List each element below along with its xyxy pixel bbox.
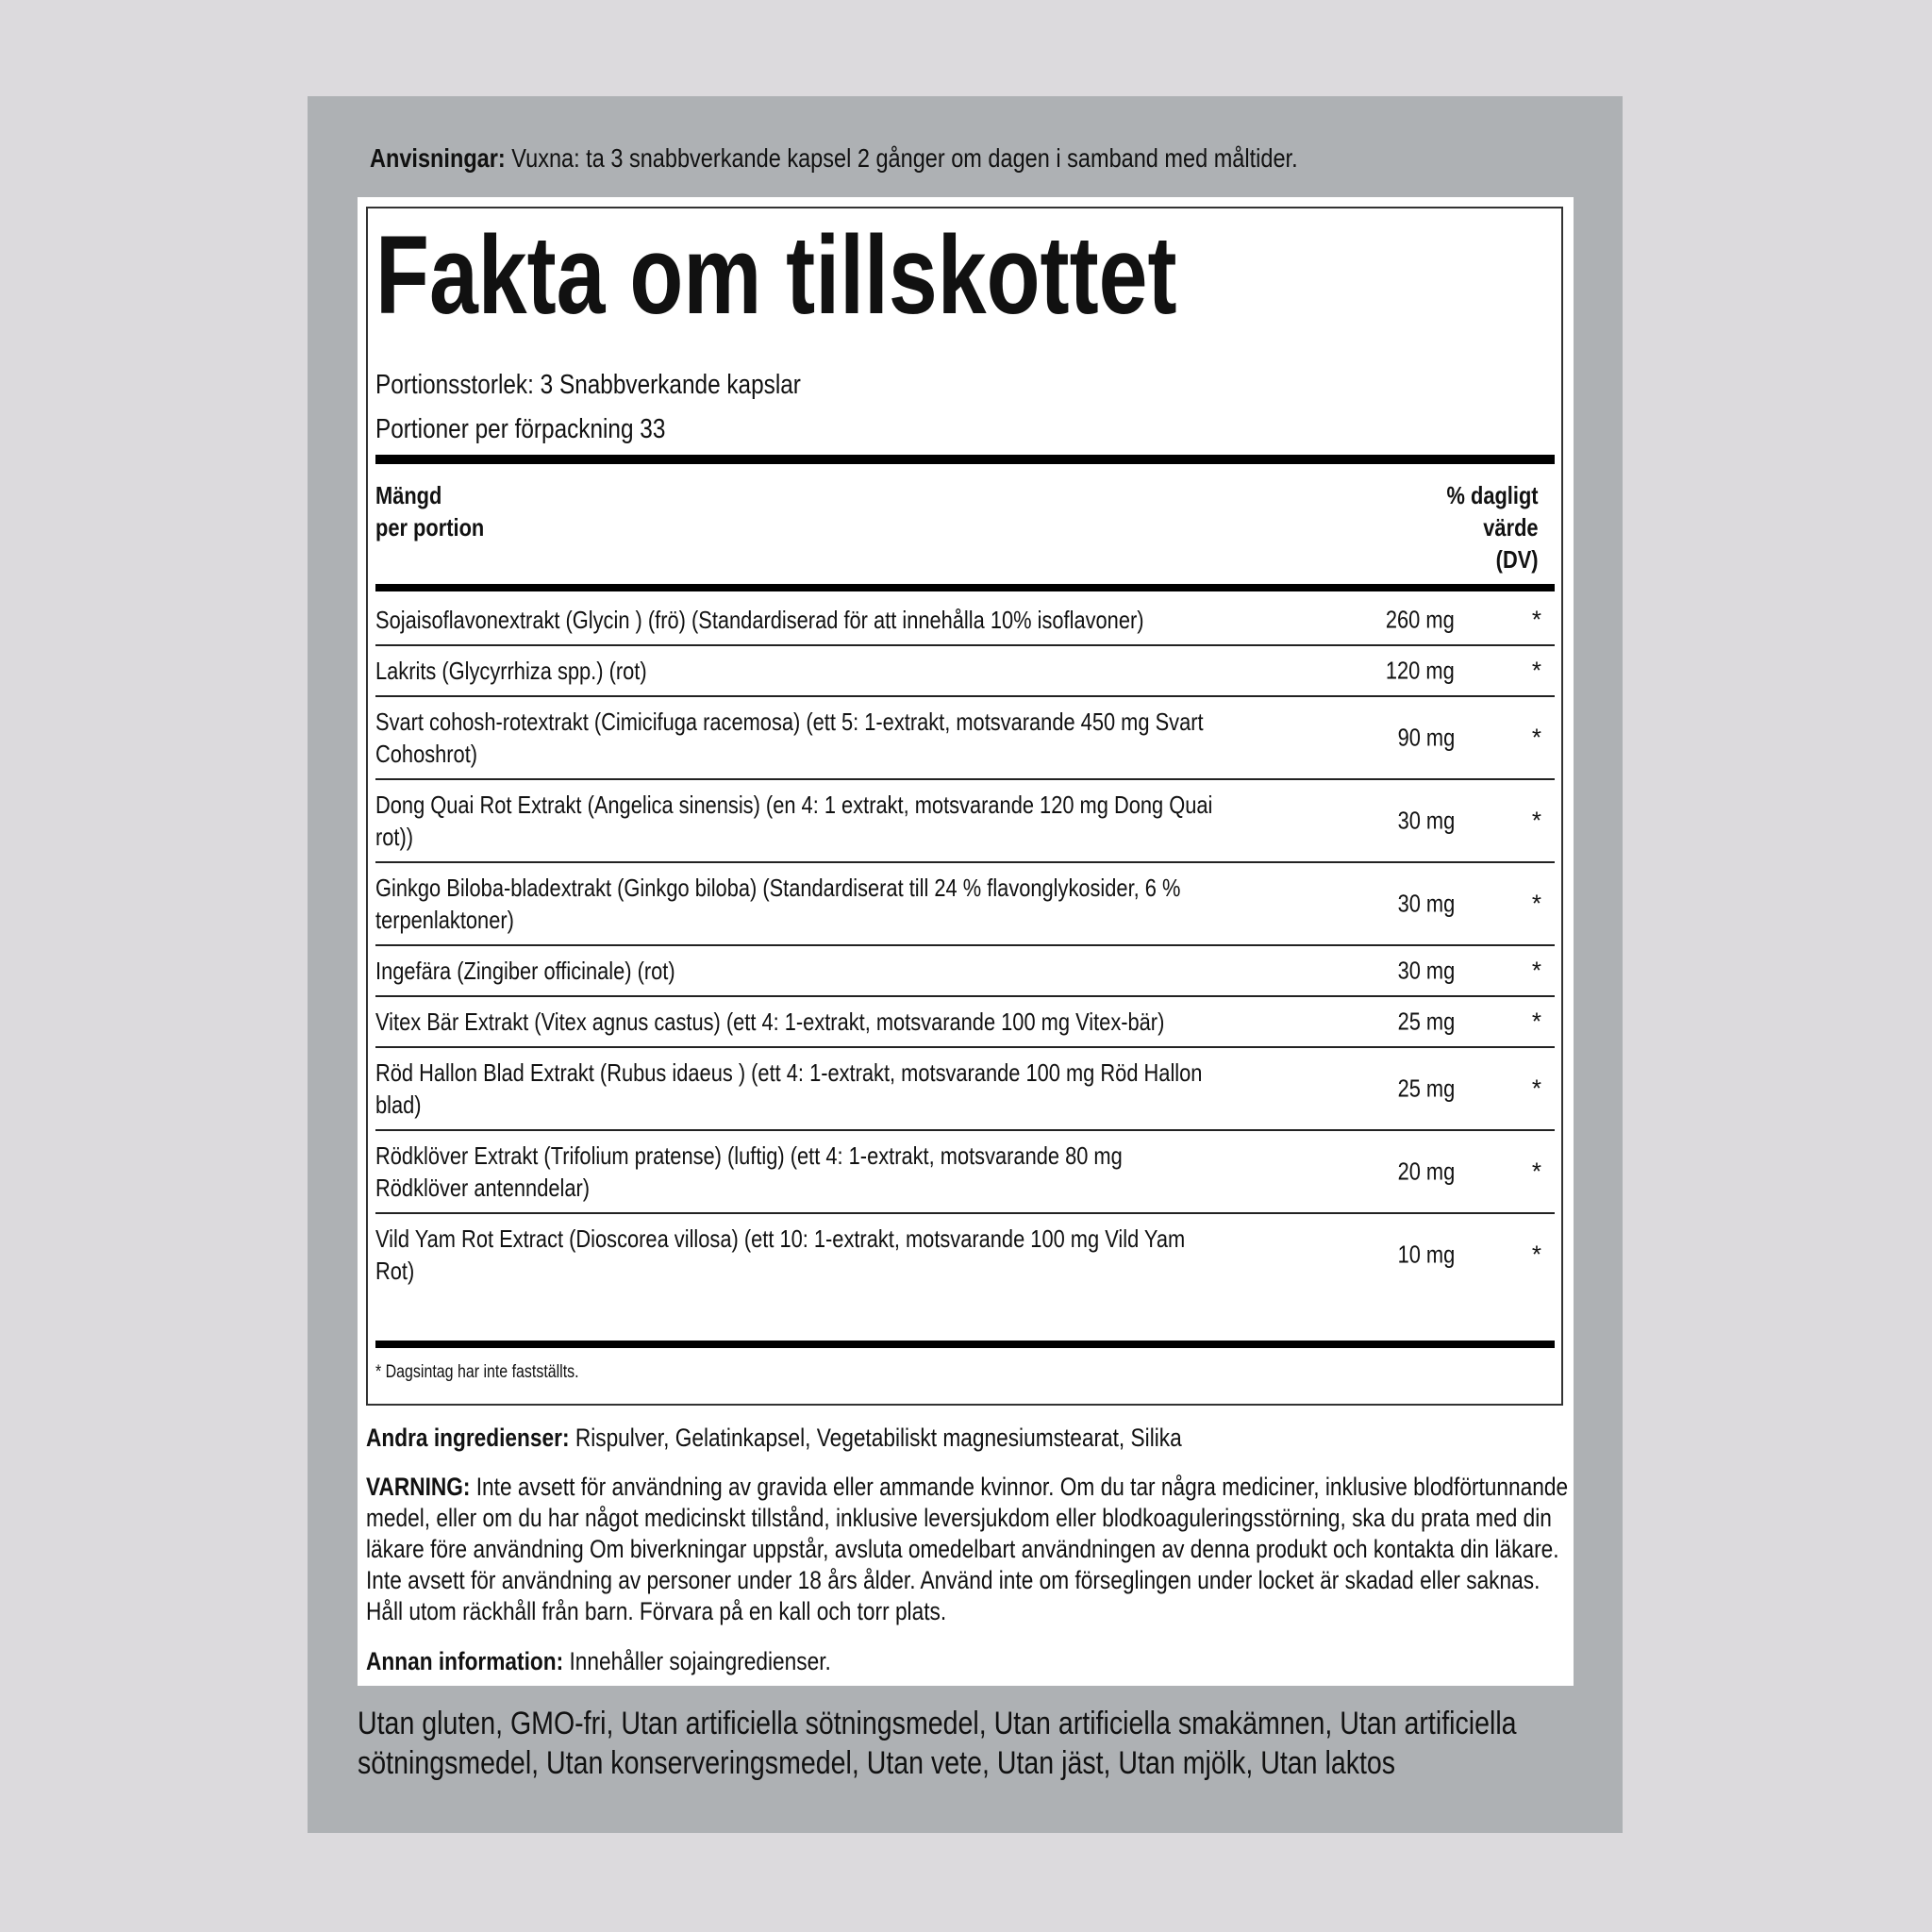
dv-header-line: % dagligt (1446, 481, 1539, 509)
daily-value: * (1531, 806, 1541, 835)
ingredient-amount: 30 mg (1397, 889, 1455, 918)
warning-label: VARNING: (366, 1473, 471, 1501)
table-row (375, 1131, 1555, 1214)
directions-text: Vuxna: ta 3 snabbverkande kapsel 2 gånger om dagen i samband med måltider. (505, 143, 1298, 173)
ingredient-amount: 120 mg (1386, 656, 1455, 685)
thick-divider (375, 584, 1555, 591)
daily-value: * (1531, 723, 1541, 752)
table-row (375, 780, 1555, 863)
table-row (375, 1048, 1555, 1131)
daily-value: * (1531, 1157, 1541, 1186)
amount-header-line: Mängd (375, 481, 442, 509)
other-info (366, 1646, 1571, 1677)
daily-value: * (1531, 1074, 1541, 1103)
table-row (375, 1214, 1555, 1295)
amount-header-line: per portion (375, 513, 485, 541)
ingredient-name: Ginkgo Biloba-bladextrakt (Ginkgo biloba) (Standardiserat till 24 % flavonglykosider, 6 % terpenlaktoner) (375, 874, 1181, 934)
facts-title: Fakta om tillskottet (375, 213, 1177, 338)
directions (370, 143, 1474, 174)
serving-info (375, 363, 882, 452)
other-ingredients-label: Andra ingredienser: (366, 1424, 570, 1452)
footnote (375, 1362, 618, 1383)
daily-value: * (1531, 605, 1541, 634)
daily-value: * (1531, 656, 1541, 685)
ingredient-amount: 25 mg (1397, 1007, 1455, 1036)
other-ingredients (366, 1423, 1571, 1454)
amount-header (375, 479, 505, 543)
footnote-text: * Dagsintag har inte fastställts. (375, 1362, 579, 1382)
ingredient-name: Vild Yam Rot Extract (Dioscorea villosa) (ett 10: 1-extrakt, motsvarande 100 mg Vild Yam Rot) (375, 1224, 1186, 1285)
ingredient-table (375, 595, 1555, 1295)
daily-value: * (1531, 889, 1541, 918)
ingredient-name: Sojaisoflavonextrakt (Glycin ) (frö) (Standardiserad för att innehålla 10% isoflavoner) (375, 606, 1144, 634)
thick-divider (375, 1341, 1555, 1348)
ingredient-name: Ingefära (Zingiber officinale) (rot) (375, 957, 675, 985)
ingredient-name: Rödklöver Extrakt (Trifolium pratense) (luftig) (ett 4: 1-extrakt, motsvarande 80 mg Rödklöver antenndelar) (375, 1141, 1123, 1202)
table-row (375, 997, 1555, 1048)
ingredient-name: Dong Quai Rot Extrakt (Angelica sinensis) (en 4: 1 extrakt, motsvarande 120 mg Dong Quai rot)) (375, 791, 1213, 851)
daily-value: * (1531, 956, 1541, 985)
ingredient-name: Lakrits (Glycyrrhiza spp.) (rot) (375, 657, 647, 685)
ingredient-amount: 25 mg (1397, 1074, 1455, 1103)
dv-header-line: (DV) (1496, 545, 1539, 574)
table-row (375, 595, 1555, 646)
warning-text: Inte avsett för användning av gravida eller ammande kvinnor. Om du tar några mediciner, inklusive blodförtunnande medel, eller om du har något medicinskt tillstånd, inklusive leversjukdom eller blodkoaguleringsstörning, ska du prata med din läkare före användning Om biverkningar uppstår, avsluta omedelbart användningen av denna produkt och kontakta din läkare. Inte avsett för användning av personer under 18 års ålder. Använd inte om förseglingen under locket är skadad eller saknas. Håll utom räckhåll från barn. Förvara på en kall och torr plats. (366, 1473, 1569, 1625)
ingredient-amount: 90 mg (1397, 723, 1455, 752)
other-ingredients-text: Rispulver, Gelatinkapsel, Vegetabiliskt magnesiumstearat, Silika (569, 1424, 1182, 1452)
dv-header (1447, 479, 1539, 575)
table-row (375, 863, 1555, 946)
ingredient-amount: 10 mg (1397, 1240, 1455, 1269)
warning (366, 1472, 1571, 1627)
thick-divider (375, 455, 1555, 464)
free-from-claims: Utan gluten, GMO-fri, Utan artificiella sötningsmedel, Utan artificiella smakämnen, Utan artificiella sötningsmedel, Utan konserveringsmedel, Utan vete, Utan jäst, Utan mjölk, Utan laktos (358, 1706, 1517, 1781)
ingredient-name: Svart cohosh-rotextrakt (Cimicifuga racemosa) (ett 5: 1-extrakt, motsvarande 450 mg Svart Cohoshrot) (375, 708, 1204, 768)
table-row (375, 946, 1555, 997)
ingredient-name: Röd Hallon Blad Extrakt (Rubus idaeus ) (ett 4: 1-extrakt, motsvarande 100 mg Röd Hallon blad) (375, 1058, 1203, 1119)
ingredient-amount: 20 mg (1397, 1157, 1455, 1186)
directions-label: Anvisningar: (370, 143, 506, 173)
ingredient-amount: 260 mg (1386, 605, 1455, 634)
serving-size: Portionsstorlek: 3 Snabbverkande kapslar (375, 370, 801, 400)
other-info-text: Innehåller sojaingredienser. (563, 1647, 831, 1675)
daily-value: * (1531, 1240, 1541, 1269)
ingredient-name: Vitex Bär Extrakt (Vitex agnus castus) (ett 4: 1-extrakt, motsvarande 100 mg Vitex-bär) (375, 1008, 1165, 1036)
table-row (375, 646, 1555, 697)
dv-header-line: värde (1483, 513, 1539, 541)
other-info-label: Annan information: (366, 1647, 564, 1675)
daily-value: * (1531, 1007, 1541, 1036)
servings-per-container: Portioner per förpackning 33 (375, 414, 666, 444)
ingredient-amount: 30 mg (1397, 806, 1455, 835)
ingredient-amount: 30 mg (1397, 956, 1455, 985)
table-row (375, 697, 1555, 780)
